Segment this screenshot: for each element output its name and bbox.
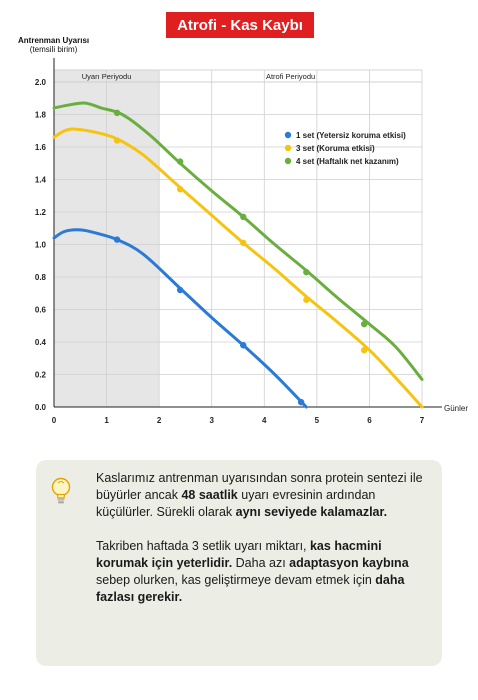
x-axis-label: Günler: [444, 404, 469, 413]
x-tick-label: 2: [156, 416, 162, 425]
info-paragraph-2: [96, 538, 428, 606]
y-tick-label: 1.4: [34, 175, 46, 185]
info-text-run: Kaslarımız antrenman uyarısından sonra protein sentezi ile büyürler ancak: [96, 471, 423, 502]
y-tick-label: 1.2: [34, 208, 46, 217]
lightbulb-icon: [50, 476, 72, 506]
y-tick-label: 0.8: [34, 273, 46, 282]
x-tick-label: 3: [209, 416, 214, 425]
data-point: [361, 321, 367, 327]
info-text-run: adaptasyon kaybına: [289, 556, 409, 570]
info-paragraph-1: [96, 470, 428, 521]
y-tick-label: 1.8: [34, 110, 46, 120]
data-point: [114, 236, 120, 242]
data-point: [240, 240, 246, 246]
legend-label: 3 set (Koruma etkisi): [296, 144, 375, 153]
y-tick-label: 0.4: [34, 338, 46, 347]
data-point: [298, 399, 304, 405]
info-text-run: kas hacmini korumak için yeterlidir.: [96, 539, 382, 570]
x-tick-label: 7: [419, 416, 425, 425]
info-text-run: 48 saatlik: [181, 488, 238, 502]
info-text-run: Daha azı: [232, 556, 290, 570]
data-point: [114, 137, 120, 143]
legend-marker: [285, 158, 291, 164]
legend-marker: [285, 132, 291, 138]
data-point: [114, 110, 120, 116]
data-point: [240, 342, 246, 348]
info-text: [96, 470, 428, 623]
y-tick-label: 0.2: [34, 370, 46, 380]
y-tick-label: 0.6: [34, 305, 46, 315]
legend-marker: [285, 145, 291, 151]
legend-label: 1 set (Yetersiz koruma etkisi): [296, 131, 406, 140]
data-point: [240, 214, 246, 220]
info-text-run: Takriben haftada 3 setlik uyarı miktarı,: [96, 539, 310, 553]
region-label: Atrofi Periyodu: [265, 72, 316, 81]
info-text-run: aynı seviyede kalamazlar.: [235, 505, 388, 519]
data-point: [177, 186, 183, 192]
x-tick-label: 1: [104, 416, 109, 425]
x-tick-label: 0: [51, 416, 57, 425]
region-label: Uyarı Periyodu: [81, 72, 132, 81]
data-point: [303, 297, 309, 303]
legend-label: 4 set (Haftalık net kazanım): [296, 157, 399, 166]
y-tick-label: 1.6: [34, 143, 46, 152]
data-point: [177, 158, 183, 164]
y-axis-label-sub: (temsili birim): [29, 45, 78, 54]
y-axis-label-main: Antrenman Uyarısı: [18, 36, 90, 45]
y-tick-label: 0.0: [34, 403, 46, 412]
y-tick-label: 2.0: [34, 78, 46, 87]
x-tick-label: 6: [367, 416, 372, 425]
data-point: [361, 347, 367, 353]
data-point: [177, 287, 183, 293]
x-tick-label: 4: [262, 416, 267, 425]
info-text-run: sebep olurken, kas geliştirmeye devam etmek için: [96, 573, 376, 587]
x-tick-label: 5: [314, 416, 320, 425]
data-point: [303, 269, 309, 275]
chart-title: Atrofi - Kas Kaybı: [166, 12, 314, 38]
info-text-run: daha fazlası gerekir.: [96, 573, 405, 604]
y-tick-label: 1.0: [34, 240, 46, 250]
info-text-run: uyarı evresinin ardından küçülürler. Sürekli olarak: [96, 488, 376, 519]
